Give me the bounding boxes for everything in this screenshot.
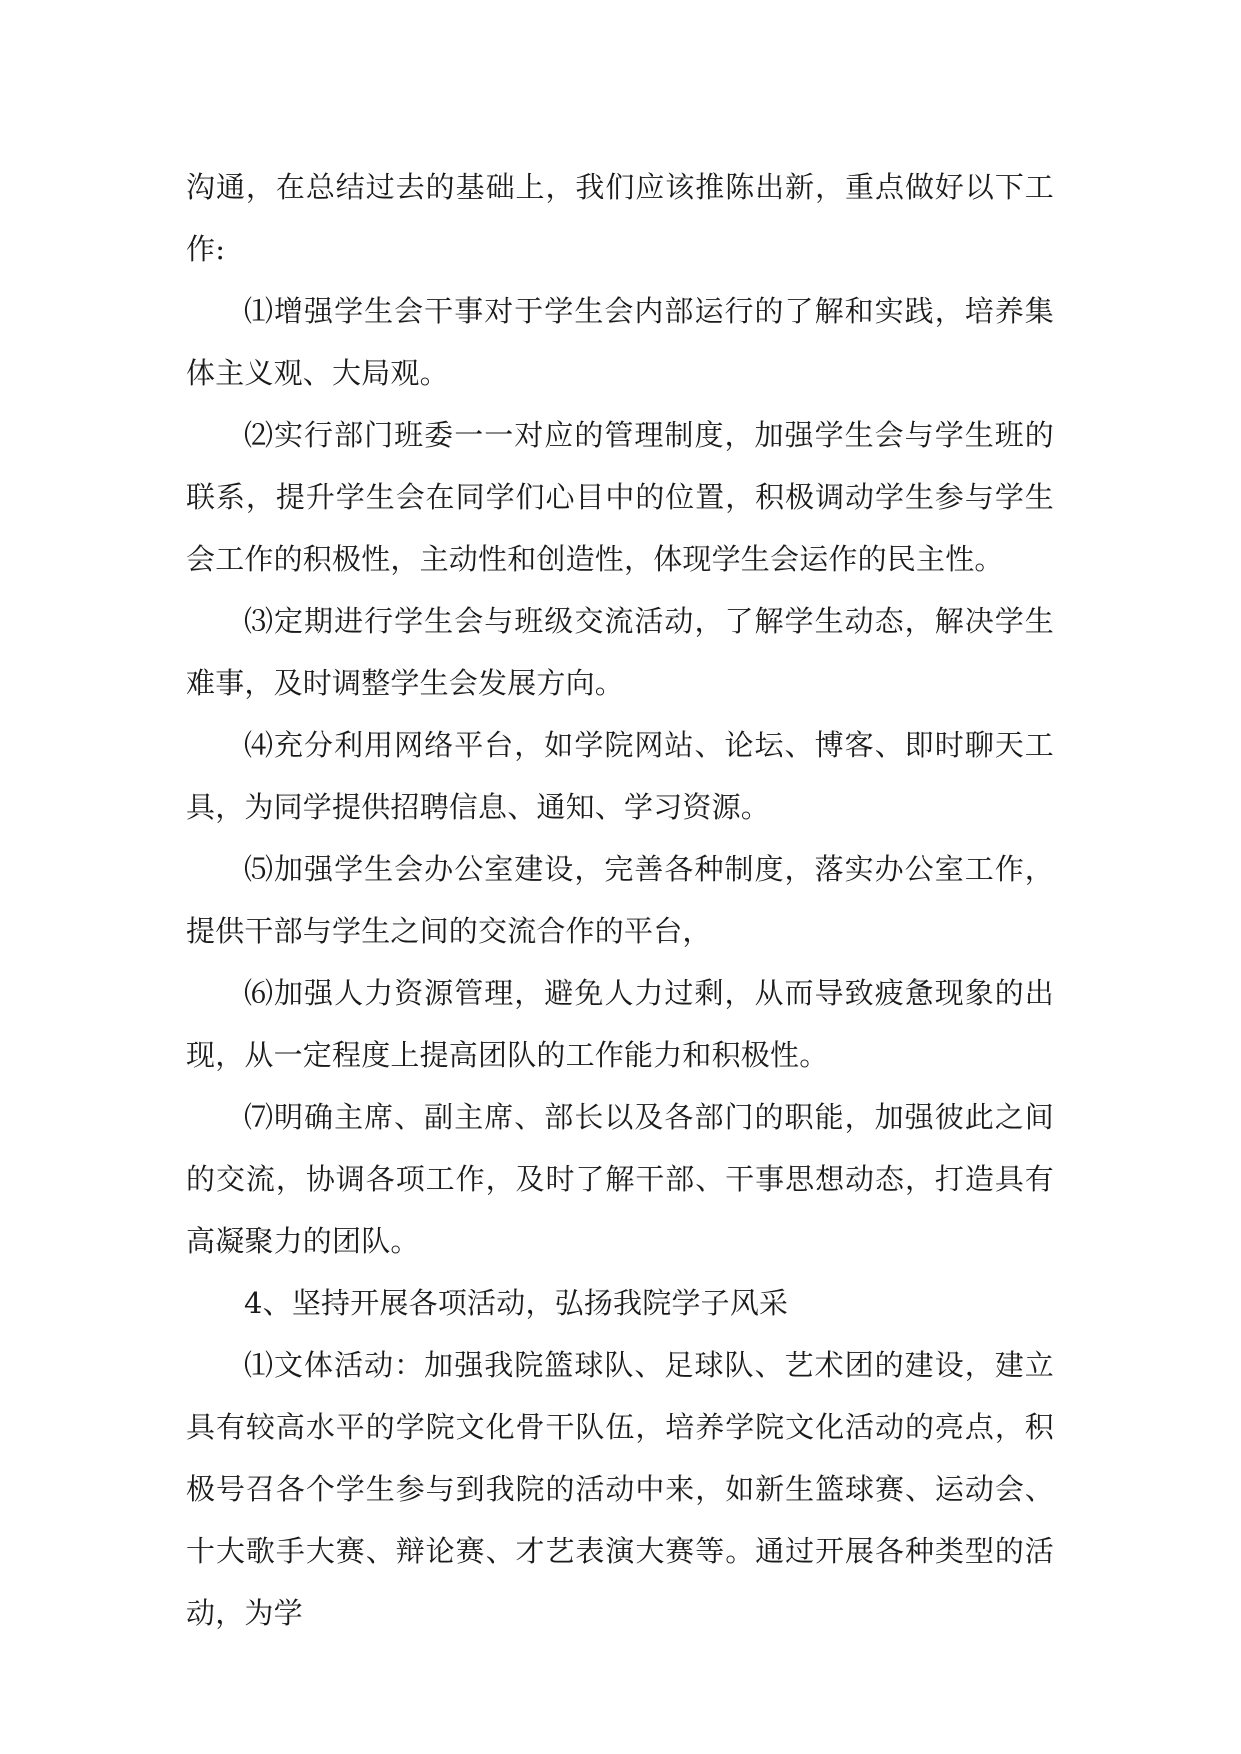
section-heading-4: 4、坚持开展各项活动，弘扬我院学子风采 bbox=[244, 1286, 789, 1320]
paragraph-item-2: ⑵实行部门班委一一对应的管理制度，加强学生会与学生班的联系，提升学生会在同学们心目中的位置，积极调动学生参与学生会工作的积极性，主动性和创造性，体现学生会运作的民主性。 bbox=[186, 418, 1054, 576]
paragraph-item-5: ⑸加强学生会办公室建设，完善各种制度，落实办公室工作，提供干部与学生之间的交流合作的平台， bbox=[186, 852, 1054, 948]
paragraph-intro: 沟通，在总结过去的基础上，我们应该推陈出新，重点做好以下工作: bbox=[186, 170, 1054, 266]
document-body bbox=[186, 156, 1054, 1644]
paragraph-activities-1: ⑴文体活动：加强我院篮球队、足球队、艺术团的建设，建立具有较高水平的学院文化骨干队伍，培养学院文化活动的亮点，积极号召各个学生参与到我院的活动中来，如新生篮球赛、运动会、十大歌手大赛、辩论赛、才艺表演大赛等。通过开展各种类型的活动，为学 bbox=[186, 1348, 1054, 1630]
paragraph-item-4: ⑷充分利用网络平台，如学院网站、论坛、博客、即时聊天工具，为同学提供招聘信息、通知、学习资源。 bbox=[186, 728, 1054, 824]
paragraph-item-7: ⑺明确主席、副主席、部长以及各部门的职能，加强彼此之间的交流，协调各项工作，及时了解干部、干事思想动态，打造具有高凝聚力的团队。 bbox=[186, 1100, 1054, 1258]
paragraph-item-6: ⑹加强人力资源管理，避免人力过剩，从而导致疲惫现象的出现，从一定程度上提高团队的工作能力和积极性。 bbox=[186, 976, 1054, 1072]
paragraph-item-3: ⑶定期进行学生会与班级交流活动，了解学生动态，解决学生难事，及时调整学生会发展方向。 bbox=[186, 604, 1054, 700]
paragraph-item-1: ⑴增强学生会干事对于学生会内部运行的了解和实践，培养集体主义观、大局观。 bbox=[186, 294, 1054, 390]
